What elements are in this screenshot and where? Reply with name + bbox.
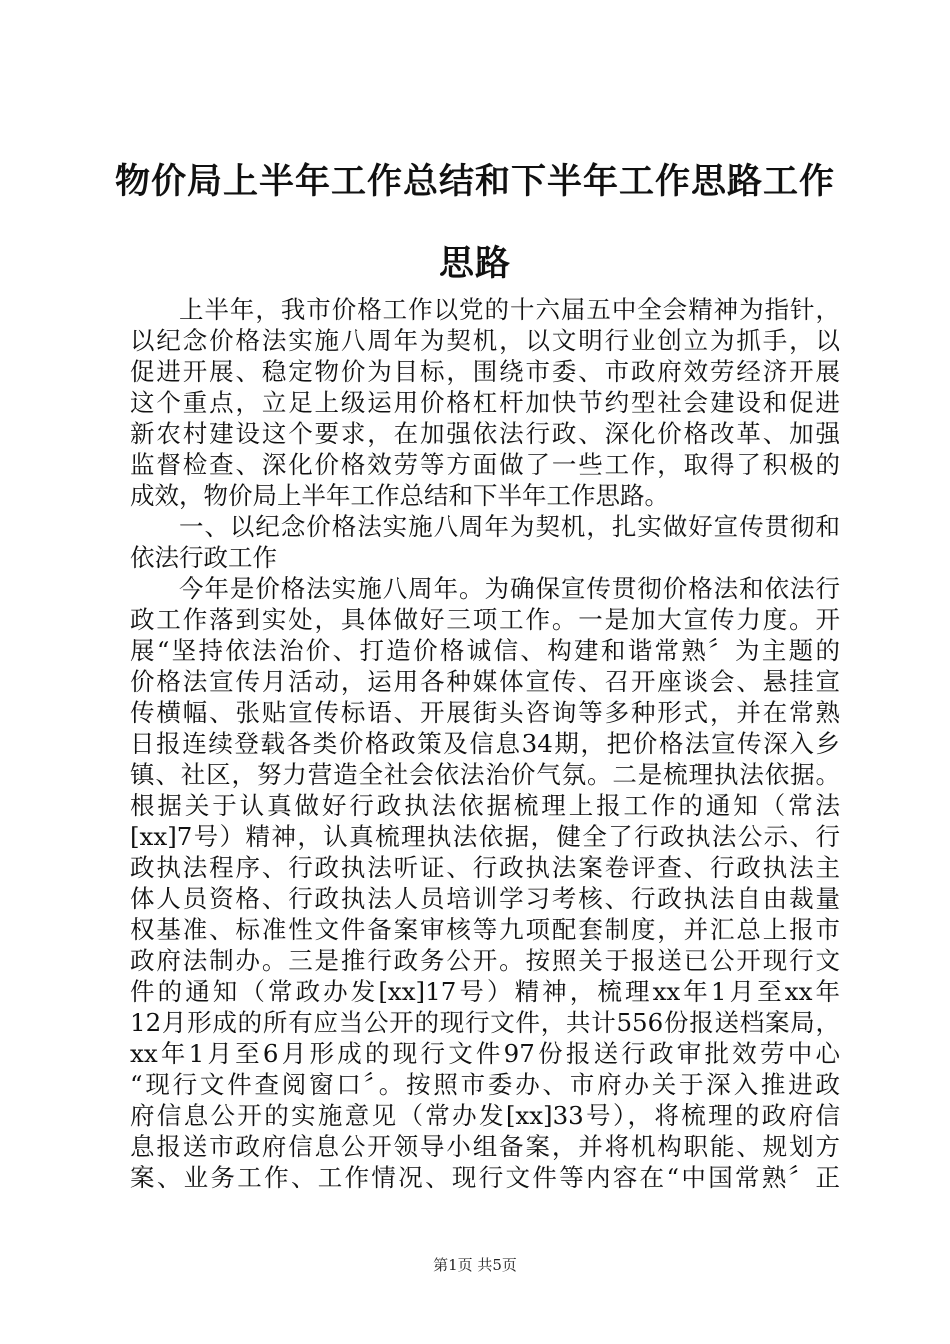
body-line: 以纪念价格法实施八周年为契机，以文明行业创立为抓手，以 <box>130 326 840 355</box>
body-line: “现行文件查阅窗口〞。按照市委办、市府办关于深入推进政 <box>130 1070 840 1099</box>
body-line: 12月形成的所有应当公开的现行文件，共计556份报送档案局， <box>130 1008 840 1037</box>
body-line: 传横幅、张贴宣传标语、开展街头咨询等多种形式，并在常熟 <box>130 698 840 727</box>
body-line: 息报送市政府信息公开领导小组备案，并将机构职能、规划方 <box>130 1132 840 1161</box>
body-line: 府信息公开的实施意见（常办发[xx]33号），将梳理的政府信 <box>130 1101 840 1130</box>
section-heading-line: 一、以纪念价格法实施八周年为契机，扎实做好宣传贯彻和 <box>179 512 840 541</box>
body-line: 权基准、标准性文件备案审核等九项配套制度，并汇总上报市 <box>130 915 840 944</box>
document-title-line-2: 思路 <box>438 244 511 284</box>
body-line: 政执法程序、行政执法听证、行政执法案卷评查、行政执法主 <box>130 853 840 882</box>
body-line: 监督检查、深化价格效劳等方面做了一些工作，取得了积极的 <box>130 450 840 479</box>
body-line: 上半年，我市价格工作以党的十六届五中全会精神为指针， <box>179 295 840 324</box>
body-line: 新农村建设这个要求，在加强依法行政、深化价格改革、加强 <box>130 419 840 448</box>
body-line: 促进开展、稳定物价为目标，围绕市委、市政府效劳经济开展 <box>130 357 840 386</box>
body-line: 案、业务工作、工作情况、现行文件等内容在“中国常熟〞正 <box>130 1163 840 1192</box>
section-heading-line: 依法行政工作 <box>130 543 277 572</box>
body-line: 成效，物价局上半年工作总结和下半年工作思路。 <box>130 481 669 510</box>
body-line: 政工作落到实处，具体做好三项工作。一是加大宣传力度。开 <box>130 605 840 634</box>
body-line: 镇、社区，努力营造全社会依法治价气氛。二是梳理执法依据。 <box>130 760 840 789</box>
document-title-line-1: 物价局上半年工作总结和下半年工作思路工作 <box>114 162 835 202</box>
document-body <box>130 294 840 1193</box>
body-line: [xx]7号）精神，认真梳理执法依据，健全了行政执法公示、行 <box>130 822 840 851</box>
body-line: 体人员资格、行政执法人员培训学习考核、行政执法自由裁量 <box>130 884 840 913</box>
body-line: xx年1月至6月形成的现行文件97份报送行政审批效劳中心 <box>130 1039 840 1068</box>
body-line: 日报连续登载各类价格政策及信息34期，把价格法宣传深入乡 <box>130 729 840 758</box>
page-footer: 第1页 共5页 <box>433 1256 517 1274</box>
body-line: 政府法制办。三是推行政务公开。按照关于报送已公开现行文 <box>130 946 840 975</box>
body-line: 今年是价格法实施八周年。为确保宣传贯彻价格法和依法行 <box>179 574 840 603</box>
body-line: 根据关于认真做好行政执法依据梳理上报工作的通知（常法 <box>130 791 840 820</box>
body-line: 价格法宣传月活动，运用各种媒体宣传、召开座谈会、悬挂宣 <box>130 667 840 696</box>
body-line: 件的通知（常政办发[xx]17号）精神，梳理xx年1月至xx年 <box>130 977 840 1006</box>
body-line: 这个重点，立足上级运用价格杠杆加快节约型社会建设和促进 <box>130 388 840 417</box>
body-line: 展“坚持依法治价、打造价格诚信、构建和谐常熟〞为主题的 <box>130 636 840 665</box>
